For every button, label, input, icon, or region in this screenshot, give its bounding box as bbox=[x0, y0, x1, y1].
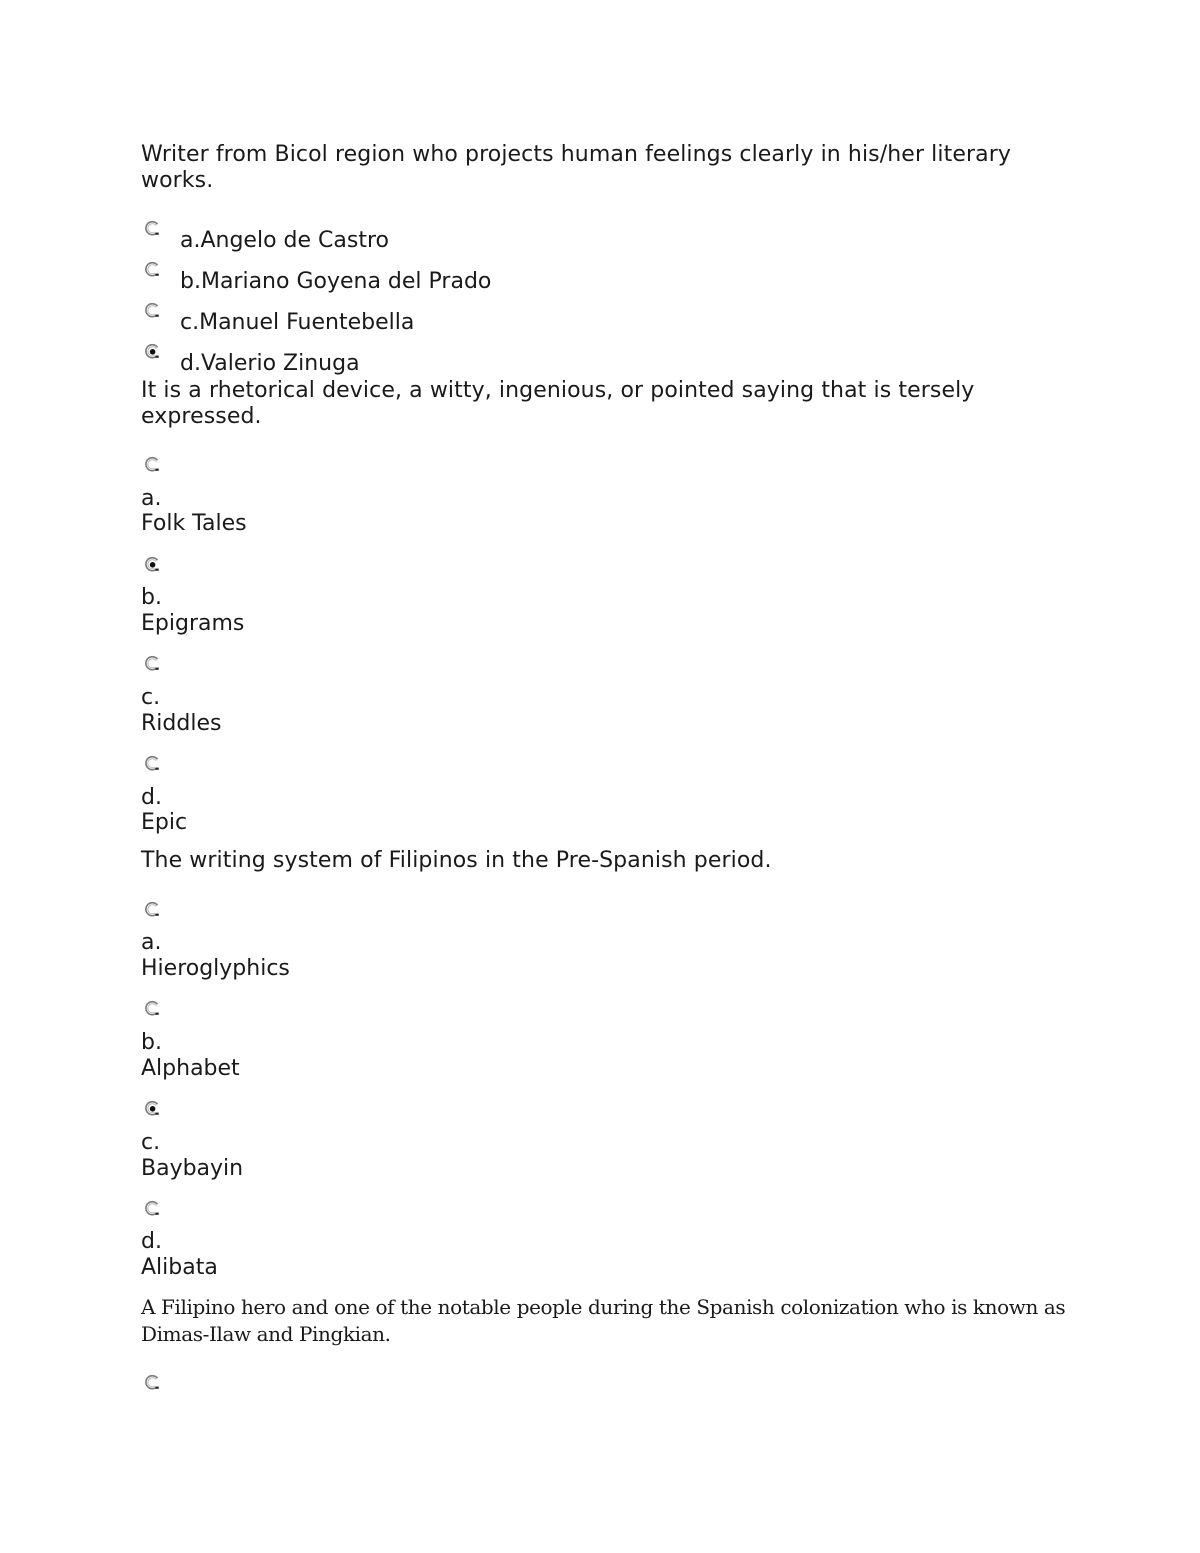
question-4-text-line1: A Filipino hero and one of the notable people during the Spanish colonization who is known as bbox=[141, 1295, 1066, 1319]
q2-option-a-letter: a. bbox=[141, 486, 162, 511]
q2-option-c-radio[interactable] bbox=[143, 654, 163, 674]
q1-option-b-label: b.Mariano Goyena del Prado bbox=[180, 269, 492, 294]
q1-option-a-radio[interactable] bbox=[143, 219, 163, 239]
q2-option-d-answer: Epic bbox=[141, 810, 188, 835]
radio-empty-icon bbox=[143, 654, 163, 674]
q1-option-c-radio[interactable] bbox=[143, 301, 163, 321]
q3-option-b-letter: b. bbox=[141, 1030, 162, 1055]
q3-option-c-letter: c. bbox=[141, 1130, 161, 1155]
q2-option-b-answer: Epigrams bbox=[141, 611, 245, 636]
q3-option-b-radio[interactable] bbox=[143, 999, 163, 1019]
q2-option-d-letter: d. bbox=[141, 785, 162, 810]
q3-option-d-letter: d. bbox=[141, 1229, 162, 1254]
question-2-text-line1: It is a rhetorical device, a witty, ingenious, or pointed saying that is tersely bbox=[141, 378, 975, 403]
radio-selected-icon bbox=[143, 342, 163, 362]
question-1-text-line1: Writer from Bicol region who projects human feelings clearly in his/her literary bbox=[141, 142, 1011, 167]
q4-option-a-radio[interactable] bbox=[143, 1373, 163, 1393]
radio-selected-icon bbox=[143, 1099, 163, 1119]
q1-option-a-label: a.Angelo de Castro bbox=[180, 228, 389, 253]
q2-option-c-letter: c. bbox=[141, 685, 161, 710]
radio-empty-icon bbox=[143, 219, 163, 239]
radio-empty-icon bbox=[143, 900, 163, 920]
radio-empty-icon bbox=[143, 455, 163, 475]
q1-option-d-radio[interactable] bbox=[143, 342, 163, 362]
q1-option-d-label: d.Valerio Zinuga bbox=[180, 351, 360, 376]
q3-option-c-answer: Baybayin bbox=[141, 1156, 244, 1181]
radio-empty-icon bbox=[143, 1373, 163, 1393]
question-3-text: The writing system of Filipinos in the Pre-Spanish period. bbox=[141, 848, 772, 873]
q2-option-c-answer: Riddles bbox=[141, 711, 222, 736]
radio-selected-icon bbox=[143, 555, 163, 575]
radio-empty-icon bbox=[143, 260, 163, 280]
q3-option-a-answer: Hieroglyphics bbox=[141, 956, 290, 981]
q1-option-b-radio[interactable] bbox=[143, 260, 163, 280]
question-2-text-line2: expressed. bbox=[141, 404, 262, 429]
q3-option-a-letter: a. bbox=[141, 930, 162, 955]
q3-option-d-radio[interactable] bbox=[143, 1199, 163, 1219]
q2-option-a-answer: Folk Tales bbox=[141, 511, 247, 536]
q2-option-a-radio[interactable] bbox=[143, 455, 163, 475]
radio-empty-icon bbox=[143, 754, 163, 774]
q2-option-b-letter: b. bbox=[141, 585, 162, 610]
q3-option-a-radio[interactable] bbox=[143, 900, 163, 920]
question-4-text-line2: Dimas-Ilaw and Pingkian. bbox=[141, 1322, 391, 1346]
q3-option-d-answer: Alibata bbox=[141, 1255, 218, 1280]
radio-empty-icon bbox=[143, 1199, 163, 1219]
q2-option-d-radio[interactable] bbox=[143, 754, 163, 774]
q2-option-b-radio[interactable] bbox=[143, 555, 163, 575]
q3-option-b-answer: Alphabet bbox=[141, 1056, 240, 1081]
q3-option-c-radio[interactable] bbox=[143, 1099, 163, 1119]
radio-empty-icon bbox=[143, 999, 163, 1019]
q1-option-c-label: c.Manuel Fuentebella bbox=[180, 310, 415, 335]
question-1-text-line2: works. bbox=[141, 168, 214, 193]
radio-empty-icon bbox=[143, 301, 163, 321]
